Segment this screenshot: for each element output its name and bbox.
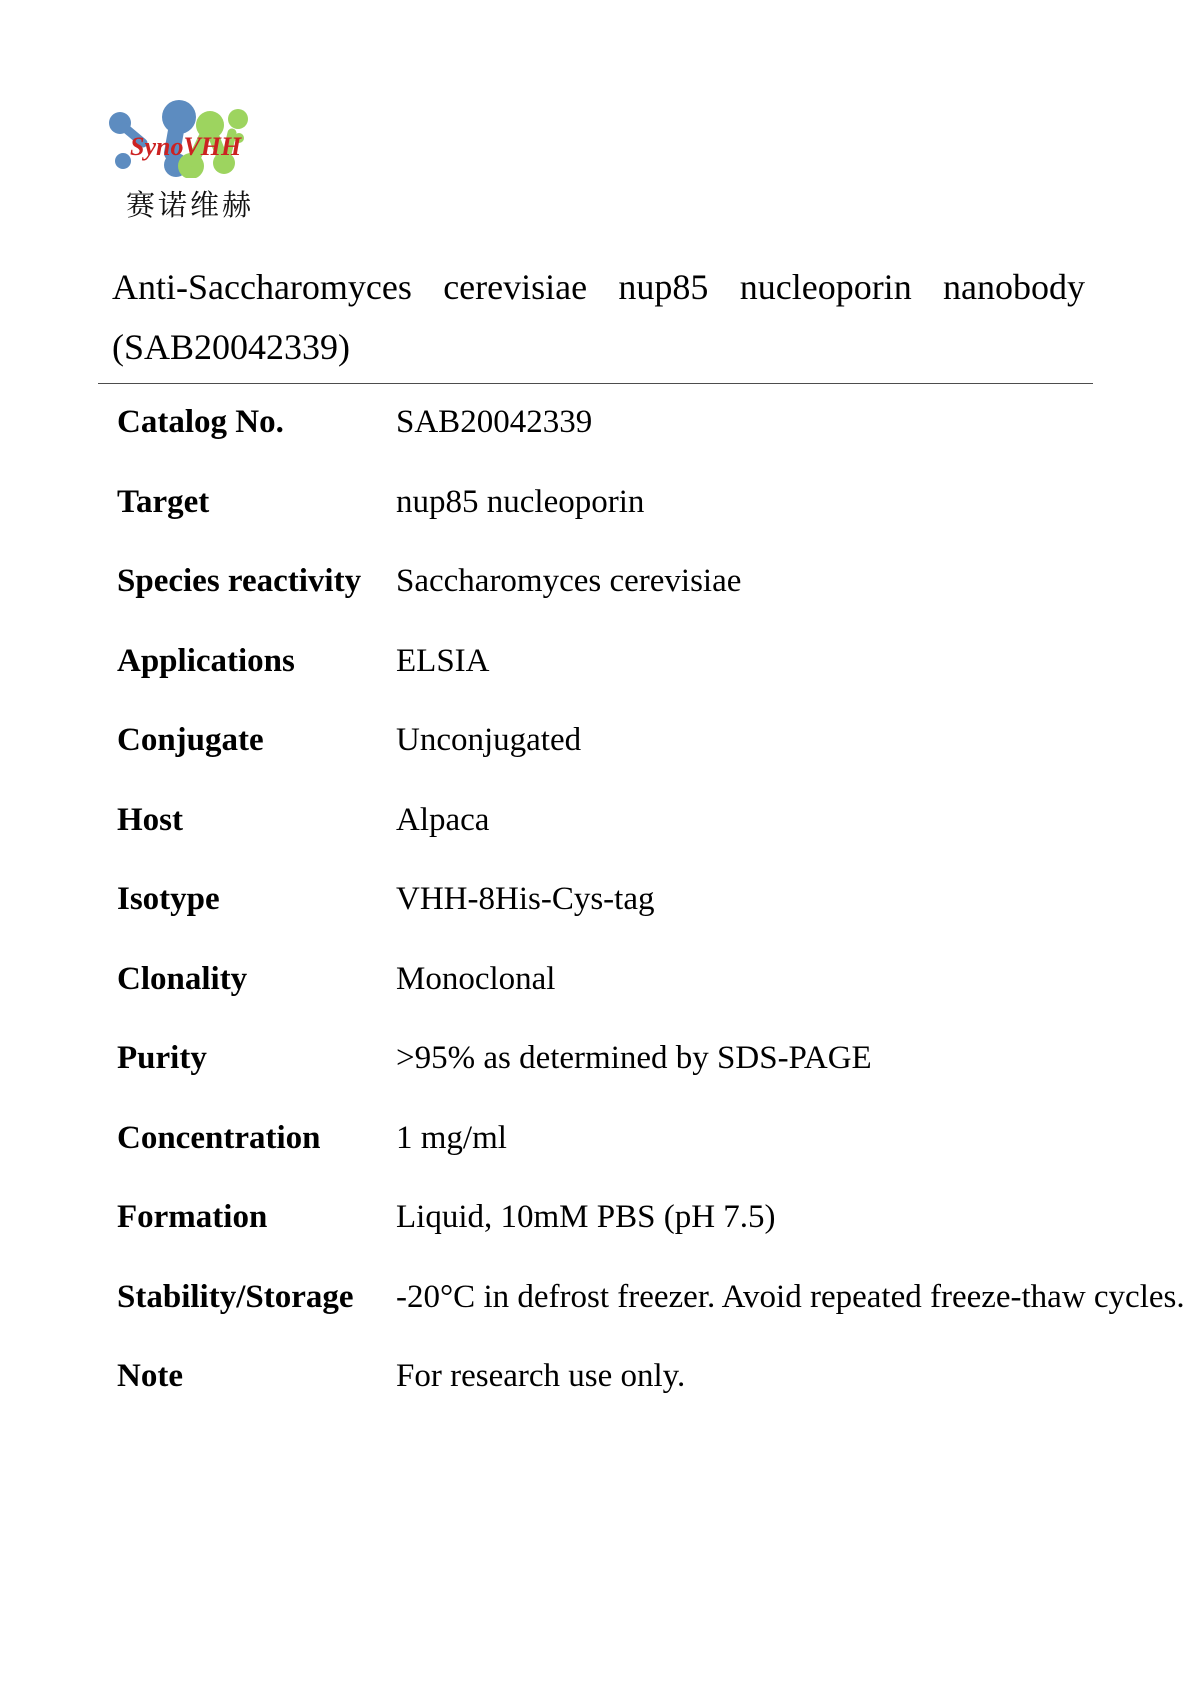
table-row xyxy=(98,1338,1093,1418)
spec-value: Unconjugated xyxy=(396,722,582,758)
spec-value: VHH-8His-Cys-tag xyxy=(396,881,655,917)
logo-blob-graphic xyxy=(100,93,250,178)
brand-name-text: SynoVHH xyxy=(130,132,242,161)
spec-value: ELSIA xyxy=(396,642,490,679)
spec-label: Applications xyxy=(117,642,295,679)
spec-label: Target xyxy=(117,483,210,520)
page-title-line2: (SAB20042339) xyxy=(112,327,351,367)
spec-label: Concentration xyxy=(117,1119,321,1156)
table-row xyxy=(98,1020,1093,1100)
spec-label: Purity xyxy=(117,1040,207,1076)
brand-name-chinese: 赛诺维赫 xyxy=(126,188,255,222)
spec-label: Stability/Storage xyxy=(117,1278,354,1315)
table-row xyxy=(98,1100,1093,1180)
spec-table xyxy=(98,383,1185,1418)
spec-value: SAB20042339 xyxy=(396,404,593,440)
table-row xyxy=(98,464,1093,544)
spec-label: Clonality xyxy=(117,960,248,997)
spec-value: >95% as determined by SDS-PAGE xyxy=(396,1040,872,1076)
spec-value: Liquid, 10mM PBS (pH 7.5) xyxy=(396,1199,776,1235)
table-row xyxy=(98,941,1093,1021)
spec-value: nup85 nucleoporin xyxy=(396,483,645,520)
spec-label: Species reactivity xyxy=(117,563,362,599)
spec-value: For research use only. xyxy=(396,1358,686,1394)
spec-label: Host xyxy=(117,801,183,838)
table-row xyxy=(98,384,1093,464)
spec-value: -20°C in defrost freezer. Avoid repeated freeze-thaw cycles. xyxy=(396,1278,1185,1315)
spec-value: Saccharomyces cerevisiae xyxy=(396,563,742,599)
table-row xyxy=(98,1259,1185,1339)
page-title-line1: Anti-Saccharomyces cerevisiae nup85 nucleoporin nanobody xyxy=(112,267,1085,307)
spec-label: Note xyxy=(117,1358,183,1394)
table-row xyxy=(98,861,1093,941)
spec-value: Monoclonal xyxy=(396,960,556,997)
table-row xyxy=(98,1179,1093,1259)
spec-label: Formation xyxy=(117,1199,268,1235)
spec-value: 1 mg/ml xyxy=(396,1119,507,1156)
table-row xyxy=(98,702,1093,782)
spec-label: Conjugate xyxy=(117,722,264,758)
table-row xyxy=(98,543,1093,623)
spec-label: Catalog No. xyxy=(117,404,284,440)
table-row xyxy=(98,782,1093,862)
company-logo xyxy=(100,93,255,222)
table-row xyxy=(98,623,1093,703)
spec-label: Isotype xyxy=(117,881,220,917)
spec-value: Alpaca xyxy=(396,801,490,838)
page-title xyxy=(112,257,1085,377)
